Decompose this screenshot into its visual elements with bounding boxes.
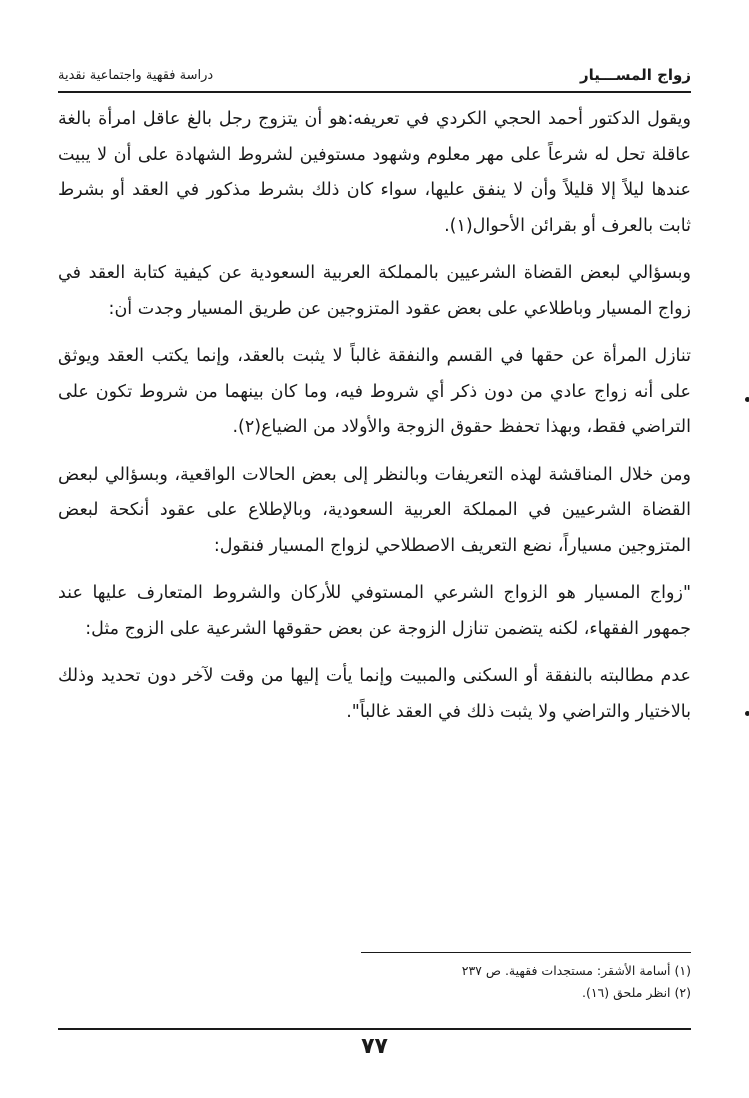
margin-mark-lower xyxy=(745,711,749,716)
footer-divider xyxy=(58,1028,691,1030)
footnote-divider xyxy=(361,952,691,953)
paragraph-waiver-practice: تنازل المرأة عن حقها في القسم والنفقة غالباً لا يثبت بالعقد، وإنما يكتب العقد ويوثق على أنه زواج عادي من دون ذكر أي شروط فيه، وما كان بينهما من شروط تكون على التراضي فقط، وبهذا تحفظ حقوق الزوجة والأولاد من الضياع(٢). xyxy=(58,346,691,437)
footnote-1: (١) أسامة الأشقر: مستجدات فقهية. ص ٢٣٧ xyxy=(461,963,691,978)
header-divider xyxy=(58,91,691,93)
footnote-2: (٢) انظر ملحق (١٦). xyxy=(581,985,691,1000)
footnotes xyxy=(58,960,691,1004)
running-header xyxy=(58,64,691,90)
main-text xyxy=(58,102,691,730)
running-header-title: زواج المســـيار xyxy=(580,66,691,84)
paragraph-definition-conclusion: عدم مطالبته بالنفقة أو السكنى والمبيت وإنما يأت إليها من وقت لآخر دون تحديد وذلك بالاختيار والتراضي ولا يثبت ذلك في العقد غالباً". xyxy=(58,666,691,722)
page-number: ٧٧ xyxy=(361,1034,388,1059)
margin-mark-upper xyxy=(745,397,749,402)
paragraph-judges-inquiry: وبسؤالي لبعض القضاة الشرعيين بالمملكة العربية السعودية عن كيفية كتابة العقد في زواج المسيار وباطلاعي على بعض عقود المتزوجين عن طريق المسيار وجدت أن: xyxy=(58,263,691,319)
paragraph-definition-quote: "زواج المسيار هو الزواج الشرعي المستوفي للأركان والشروط المتعارف عليها عند جمهور الفقهاء، لكنه يتضمن تنازل الزوجة عن بعض حقوقها الشرعية على الزوج مثل: xyxy=(58,583,691,639)
paragraph-kurdi-definition: ويقول الدكتور أحمد الحجي الكردي في تعريفه:هو أن يتزوج رجل بالغ عاقل امرأة بالغة عاقلة تحل له شرعاً على مهر معلوم وشهود مستوفين لشروط الشهادة على أن لا يبيت عندها ليلاً إلا قليلاً وأن لا ينفق عليها، سواء كان ذلك بشرط مذكور في العقد أو بشرط ثابت بالعرف أو بقرائن الأحوال(١). xyxy=(58,109,691,236)
paragraph-discussion: ومن خلال المناقشة لهذه التعريفات وبالنظر إلى بعض الحالات الواقعية، وبسؤالي لبعض القضاة الشرعيين في المملكة العربية السعودية، وبالإطلاع على عقود أنكحة لبعض المتزوجين مسياراً، نضع التعريف الاصطلاحي لزواج المسيار فنقول: xyxy=(58,464,691,556)
running-header-subtitle: دراسة فقهية واجتماعية نقدية xyxy=(58,68,214,83)
